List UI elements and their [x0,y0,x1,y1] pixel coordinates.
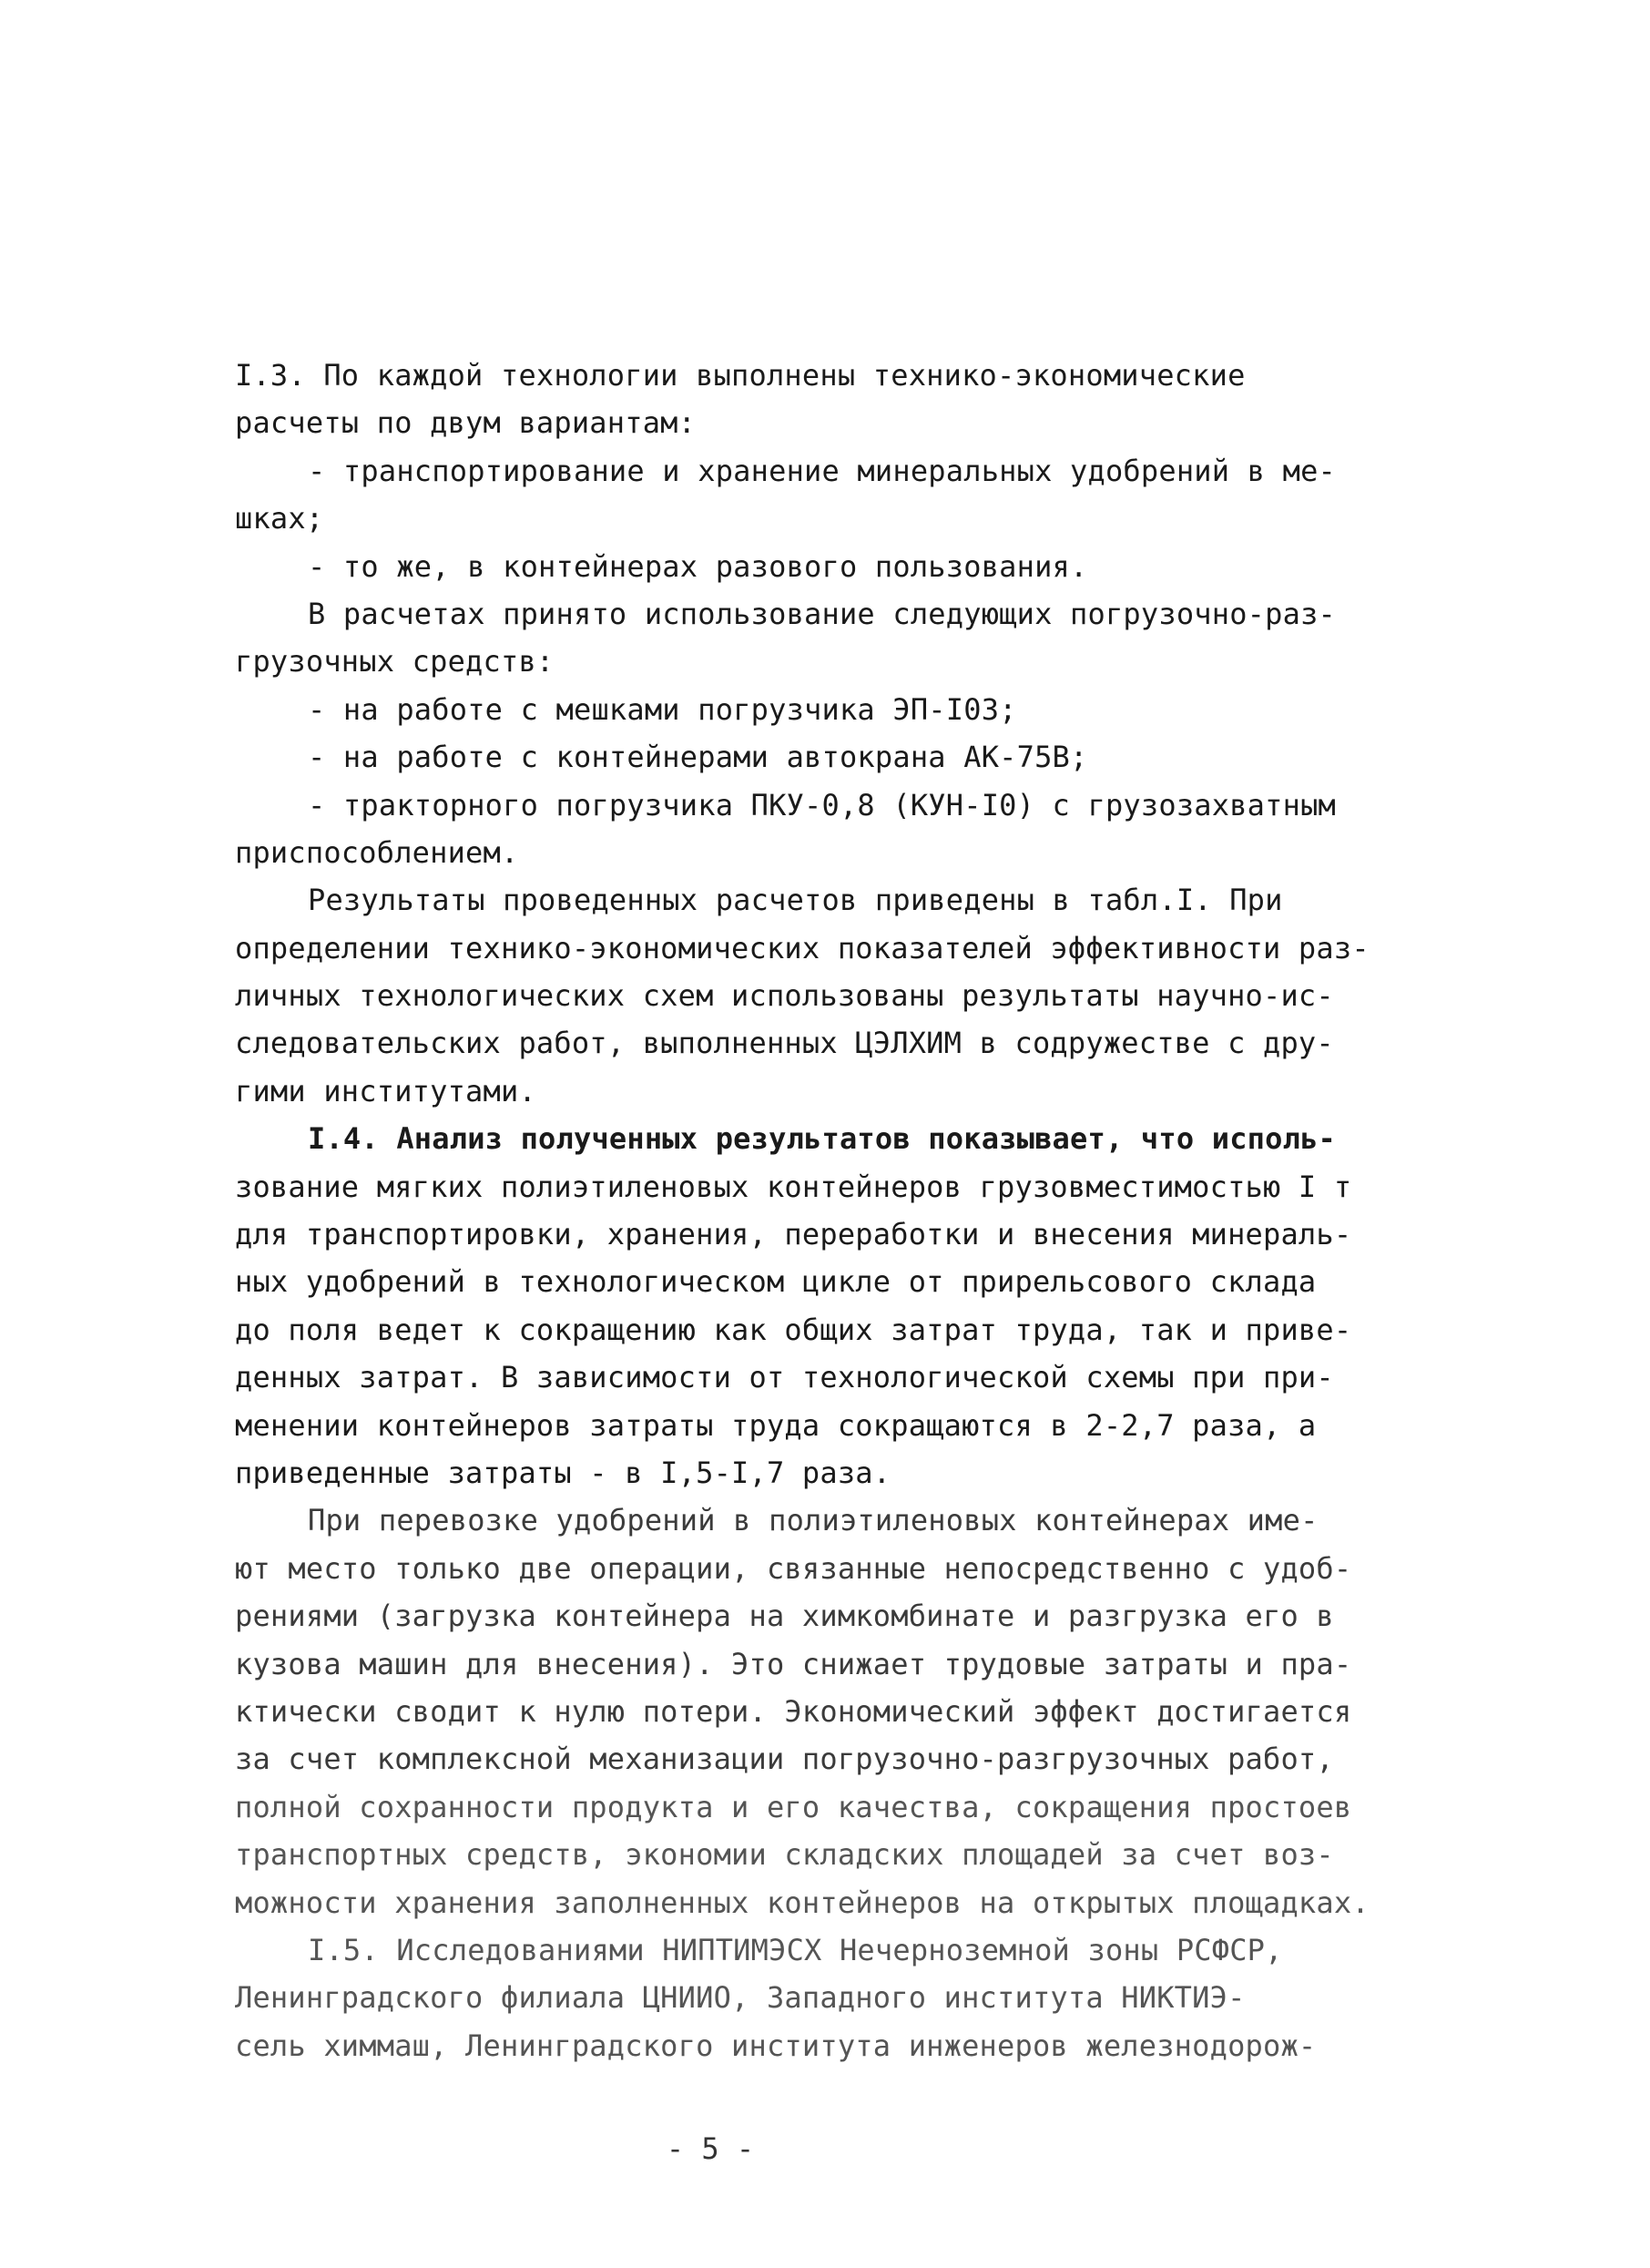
text-line: рениями (загрузка контейнера на химкомбинате и разгрузка его в [235,1599,1334,1634]
text-line: полной сохранности продукта и его качества, сокращения простоев [235,1789,1352,1824]
section-1-3-heading-line: I.3. По каждой технологии выполнены технико-экономические [235,358,1246,393]
section-1-5-heading-line: I.5. Исследованиями НИПТИМЭСХ Нечерноземной зоны РСФСР, [308,1932,1283,1967]
paragraph-start-line: В расчетах принято использование следующих погрузочно-раз- [308,596,1337,631]
text-line: денных затрат. В зависимости от технологической схемы при при- [235,1360,1334,1395]
text-line: шках; [235,501,324,536]
text-line: грузочных средств: [235,644,555,679]
text-line: личных технологических схем использованы результаты научно-ис- [235,978,1334,1014]
text-line: расчеты по двум вариантам: [235,405,697,441]
text-line: зование мягких полиэтиленовых контейнеров грузовместимостью I т [235,1169,1352,1204]
text-line: до поля ведет к сокращению как общих затрат труда, так и приве- [235,1312,1352,1347]
text-line: определении технико-экономических показателей эффективности раз- [235,930,1370,965]
list-item-line: - транспортирование и хранение минеральных удобрений в ме- [308,453,1337,488]
list-item-line: - на работе с контейнерами автокрана АК-75В; [308,740,1088,775]
list-item-line: - то же, в контейнерах разового пользования. [308,548,1088,584]
text-line: ных удобрений в технологическом цикле от прирельсового склада [235,1264,1317,1300]
text-line: следовательских работ, выполненных ЦЭЛХИМ в содружестве с дру- [235,1026,1334,1061]
page-number: - 5 - [666,2131,755,2166]
text-line: приведенные затраты - в I,5-I,7 раза. [235,1455,891,1490]
list-item-line: - тракторного погрузчика ПКУ-0,8 (КУН-I0) с грузозахватным [308,787,1337,822]
text-line: гими институтами. [235,1073,536,1108]
section-1-4-heading-line: I.4. Анализ полученных результатов показывает, что исполь- [308,1121,1337,1157]
text-line: кузова машин для внесения). Это снижает трудовые затраты и пра- [235,1646,1352,1681]
text-line: транспортных средств, экономии складских площадей за счет воз- [235,1837,1334,1873]
text-line: приспособлением. [235,834,519,870]
paragraph-start-line: При перевозке удобрений в полиэтиленовых контейнерах име- [308,1503,1319,1538]
text-line: Ленинградского филиала ЦНИИО, Западного института НИКТИЭ- [235,1980,1246,2016]
text-line: можности хранения заполненных контейнеров на открытых площадках. [235,1885,1370,1920]
paragraph-start-line: Результаты проведенных расчетов приведены в табл.I. При [308,883,1283,918]
document-body [235,352,1370,2069]
text-line: ют место только две операции, связанные непосредственно с удоб- [235,1550,1352,1586]
list-item-line: - на работе с мешками погрузчика ЭП-I03; [308,691,1017,727]
text-line: за счет комплексной механизации погрузочно-разгрузочных работ, [235,1742,1334,1777]
text-line: ктически сводит к нулю потери. Экономический эффект достигается [235,1693,1352,1729]
text-line: менении контейнеров затраты труда сокращаются в 2-2,7 раза, а [235,1407,1317,1443]
text-line: для транспортировки, хранения, переработки и внесения минераль- [235,1217,1352,1252]
text-line: сель химмаш, Ленинградского института инженеров железнодорож- [235,2028,1317,2063]
